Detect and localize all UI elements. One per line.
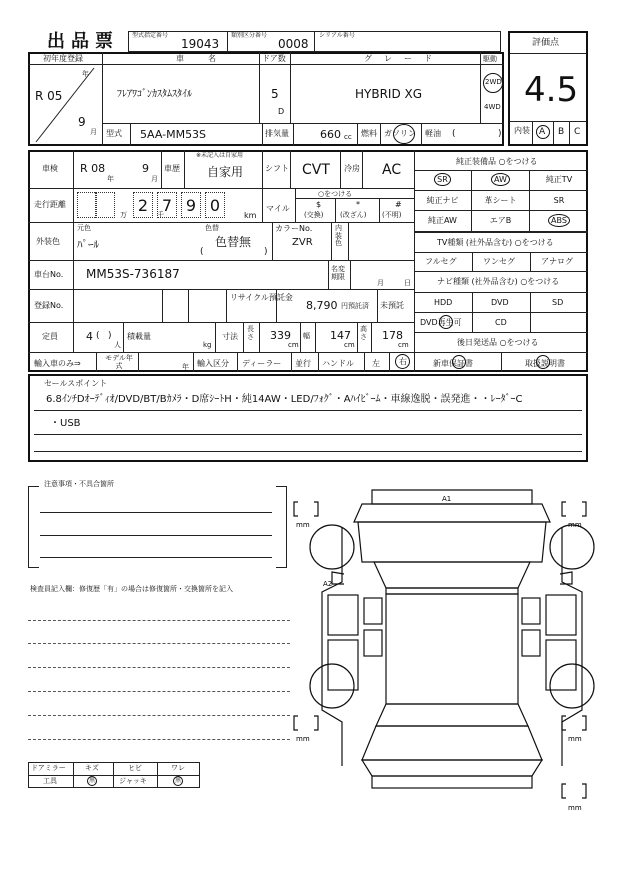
capacity-value: 4: [86, 330, 93, 343]
tools-table: [28, 762, 200, 788]
mm-spare: mm: [568, 804, 582, 812]
chassis-label: 車台No.: [34, 270, 64, 279]
handle-left: 左: [372, 359, 380, 368]
hood-edge: [354, 504, 550, 522]
shift-value: CVT: [302, 162, 330, 178]
mile-label: マイル: [266, 204, 290, 213]
score-box: [508, 31, 588, 146]
man-unit: 万: [120, 211, 127, 219]
tool-crack: ヒビ: [128, 764, 142, 772]
rear-right-wheel: [550, 664, 594, 708]
inspection-year-unit: 年: [107, 175, 114, 183]
inspection-month-unit: 月: [151, 175, 158, 183]
sales-block: [28, 374, 588, 462]
reg-month-unit: 月: [90, 128, 97, 136]
exchange-sym: $: [316, 200, 322, 209]
genuine-equip-title: 純正装備品 ○をつける: [456, 157, 538, 166]
odometer-digit: 2: [133, 192, 153, 218]
equipment-item: [414, 170, 472, 191]
navi-sd: SD: [552, 298, 564, 307]
height-value: 178: [382, 329, 403, 342]
recycle-value: 8,790: [306, 299, 338, 312]
recycle-unit: 円預託済: [341, 302, 369, 310]
later-manual: 取扱説明書: [525, 359, 565, 368]
name-change-label: 名変期限: [331, 265, 345, 282]
car-diagram: [292, 470, 622, 815]
width-unit: cm: [344, 341, 355, 349]
tailgate: [362, 726, 542, 760]
length-value: 339: [270, 329, 291, 342]
mileage-label: 走行距離: [34, 200, 66, 209]
color-label: 外装色: [36, 237, 60, 246]
handle-label: ハンドル: [322, 359, 354, 368]
color-no-label: カラーNo.: [275, 224, 313, 233]
reg-no-label: 登録No.: [34, 301, 64, 310]
grade-value: HYBRID XG: [355, 87, 423, 101]
recycle-unpaid: 未預託: [380, 301, 404, 310]
tv-analog: アナログ: [541, 257, 573, 266]
equipment-item-label: エアB: [489, 216, 512, 226]
chassis-value: MM53S-736187: [86, 267, 180, 281]
tv-fullseg: フルセグ: [425, 257, 457, 266]
odometer-digit: [95, 192, 115, 218]
inspection-month: 9: [142, 162, 149, 175]
rear-left-wheel: [310, 664, 354, 708]
color-value: ﾊﾟｰﾙ: [77, 238, 99, 251]
import-type-label: 輸入区分: [197, 359, 229, 368]
fuel-gasoline: ガソリン: [384, 129, 416, 138]
name-label: 車名: [176, 54, 240, 63]
ac-label: 冷房: [344, 164, 360, 173]
equipment-item-label: SR: [553, 195, 565, 205]
equipment-item: [472, 170, 530, 191]
mm-fr: mm: [568, 521, 582, 529]
altered-sym: *: [356, 200, 360, 209]
sales-line2: ・USB: [50, 418, 81, 429]
inspection-label: 車検: [42, 164, 58, 173]
tool-kit-value: 無: [89, 777, 96, 784]
equipment-item: [414, 211, 472, 232]
doors-label: ドア数: [262, 54, 286, 63]
rear-window: [376, 704, 528, 726]
load-label: 積載量: [127, 332, 151, 341]
navi-hdd: HDD: [434, 298, 453, 307]
page-title: 出品票: [47, 31, 119, 52]
orig-color-label: 元色: [77, 224, 91, 232]
navi-cd: CD: [495, 318, 507, 327]
reg-year-unit: 年: [82, 70, 89, 78]
import-label: 輸入車のみ⇒: [34, 359, 81, 368]
displacement-label: 排気量: [265, 129, 289, 138]
tool-jack-value: 無: [175, 777, 182, 784]
equipment-item: [530, 170, 588, 191]
odometer-digit: 9: [181, 192, 201, 218]
equipment-item: [472, 211, 530, 232]
left-side: [322, 528, 342, 766]
model-year-unit: 年: [182, 363, 189, 371]
altered-label: (改ざん): [340, 211, 367, 219]
width-value: 147: [330, 329, 351, 342]
hood: [358, 522, 546, 562]
drive-2wd: 2WD: [485, 78, 502, 86]
form-no-label: 型式指定番号: [132, 32, 169, 39]
length-unit: cm: [288, 341, 299, 349]
equipment-item-label: 純正AW: [428, 216, 457, 226]
int-color-label: 内装色: [335, 224, 342, 248]
doors-value: 5: [271, 87, 279, 101]
class-no-cell: [227, 31, 315, 52]
import-parallel: 並行: [295, 359, 311, 368]
interior-a: A: [539, 127, 546, 137]
displacement-value: 660: [320, 128, 341, 141]
left-front-door: [328, 595, 358, 635]
fuel-label: 燃料: [361, 129, 377, 138]
odometer-digit: [77, 192, 97, 218]
later-title: 後日発送品 ○をつける: [457, 338, 539, 347]
tv-oneseg: ワンセグ: [483, 257, 515, 266]
tool-break: ワレ: [171, 764, 185, 772]
navi-dvd: DVD: [491, 298, 509, 307]
fuel-diesel: 軽油: [425, 129, 441, 138]
import-dealer: ディーラー: [242, 359, 282, 368]
interior-c: C: [574, 127, 581, 137]
front-right-wheel: [550, 525, 594, 569]
inspector-label: 検査員記入欄：修復歴「有」の場合は修復箇所・交換箇所を記入: [30, 585, 233, 593]
first-reg-month: 9: [78, 115, 86, 129]
width-label: 幅: [303, 332, 310, 340]
equipment-item: [472, 191, 530, 212]
tool-jack: ジャッキ: [119, 777, 147, 785]
tool-scratch: キズ: [85, 764, 99, 772]
rear-bumper: [362, 760, 542, 776]
equipment-item-label: SR: [434, 173, 451, 186]
form-no-value: 19043: [181, 37, 220, 51]
handle-right: 右: [399, 357, 407, 366]
score-label: 評価点: [532, 38, 560, 48]
interior-b: B: [558, 127, 565, 137]
equipment-item: [530, 211, 588, 232]
height-label: 高さ: [360, 325, 367, 341]
height-unit: cm: [398, 341, 409, 349]
km-unit: km: [244, 211, 257, 220]
odometer-digit: 0: [205, 192, 225, 218]
navi-dvd-play: DVD再生可: [420, 318, 462, 327]
vehicle-name: ﾌﾚｱﾜｺﾞﾝｶｽﾀﾑｽﾀｲﾙ: [117, 89, 192, 100]
caution-label: 注意事項・不具合箇所: [44, 480, 114, 488]
class-no-label: 類別区分番号: [231, 32, 268, 39]
mm-fl: mm: [296, 521, 310, 529]
name-change-month-unit: 月: [377, 279, 384, 287]
displacement-unit: cc: [344, 133, 352, 141]
length-label: 長さ: [247, 325, 254, 341]
equipment-item-label: 純正ナビ: [426, 195, 459, 205]
form-no-cell: [128, 31, 228, 52]
sen-unit: 千: [157, 211, 164, 219]
sales-label: セールスポイント: [44, 379, 108, 388]
mark-a2: A2: [323, 580, 333, 588]
unknown-label: (不明): [382, 211, 402, 219]
mm-rl: mm: [296, 735, 310, 743]
exchange-label: (交換): [304, 211, 324, 219]
mm-rr: mm: [568, 735, 582, 743]
first-reg-year: R 05: [35, 89, 63, 103]
model-year-label: モデル年式: [105, 354, 133, 371]
odometer-digit: 7: [157, 192, 177, 218]
equipment-item: [530, 191, 588, 212]
history-note: ※未記入は自家用: [196, 152, 244, 159]
tv-title: TV種類 (社外品含む) ○をつける: [437, 238, 554, 247]
equipment-item: [414, 191, 472, 212]
person-unit: 人: [114, 341, 121, 349]
tool-kit: 工具: [43, 777, 57, 785]
kg-unit: kg: [203, 341, 212, 349]
score-value: 4.5: [524, 70, 579, 110]
dims-label: 寸法: [222, 332, 238, 341]
right-front-door: [546, 595, 576, 635]
mark-a1: A1: [442, 495, 452, 503]
drive-4wd: 4WD: [484, 103, 501, 111]
windshield: [374, 562, 530, 588]
serial-label: シリアル番号: [319, 32, 355, 39]
repaint-label: 色替: [205, 224, 219, 232]
later-warranty: 新車保証書: [433, 359, 473, 368]
inspection-year: R 08: [80, 162, 106, 175]
equipment-item-label: ABS: [548, 214, 570, 227]
mileage-circle-note: ○をつける: [318, 190, 353, 198]
history-label: 車歴: [164, 164, 180, 173]
shift-label: シフト: [265, 164, 289, 173]
class-no-value: 0008: [278, 37, 309, 51]
roof: [386, 594, 518, 704]
equipment-item-label: AW: [491, 173, 510, 186]
tool-mirror: ドアミラー: [31, 764, 66, 772]
equipment-item-label: 革シート: [484, 195, 517, 205]
color-no-value: ZVR: [292, 237, 313, 248]
drive-label: 駆動: [483, 55, 497, 63]
interior-label: 内装: [514, 126, 530, 135]
recycle-label: リサイクル預託金: [230, 293, 293, 302]
front-left-wheel: [310, 525, 354, 569]
ac-value: AC: [382, 162, 402, 178]
grade-label: グレード: [364, 54, 444, 63]
front-bumper: [372, 490, 532, 504]
serial-cell: [314, 31, 501, 52]
first-reg-label: 初年度登録: [43, 54, 83, 63]
repaint-value: 色替無: [215, 235, 252, 249]
unknown-sym: #: [395, 200, 402, 209]
equipment-item-label: 純正TV: [545, 175, 573, 185]
model-label: 型式: [106, 129, 122, 138]
history-value: 自家用: [207, 165, 244, 179]
navi-title: ナビ種類 (社外品含む) ○をつける: [437, 277, 560, 286]
capacity-label: 定員: [42, 332, 58, 341]
model-value: 5AA-MM53S: [140, 128, 207, 141]
door-type: D: [278, 107, 285, 116]
sales-line1: 6.8ｲﾝﾁDｵｰﾃﾞｨｵ/DVD/BT/Bｶﾒﾗ・D席ｼｰﾄH・純14AW・LED/ﾌｫｸﾞ・Aﾊｲﾋﾞｰﾑ・車線逸脱・誤発進・・ﾚｰﾀﾞｰC: [46, 394, 523, 405]
